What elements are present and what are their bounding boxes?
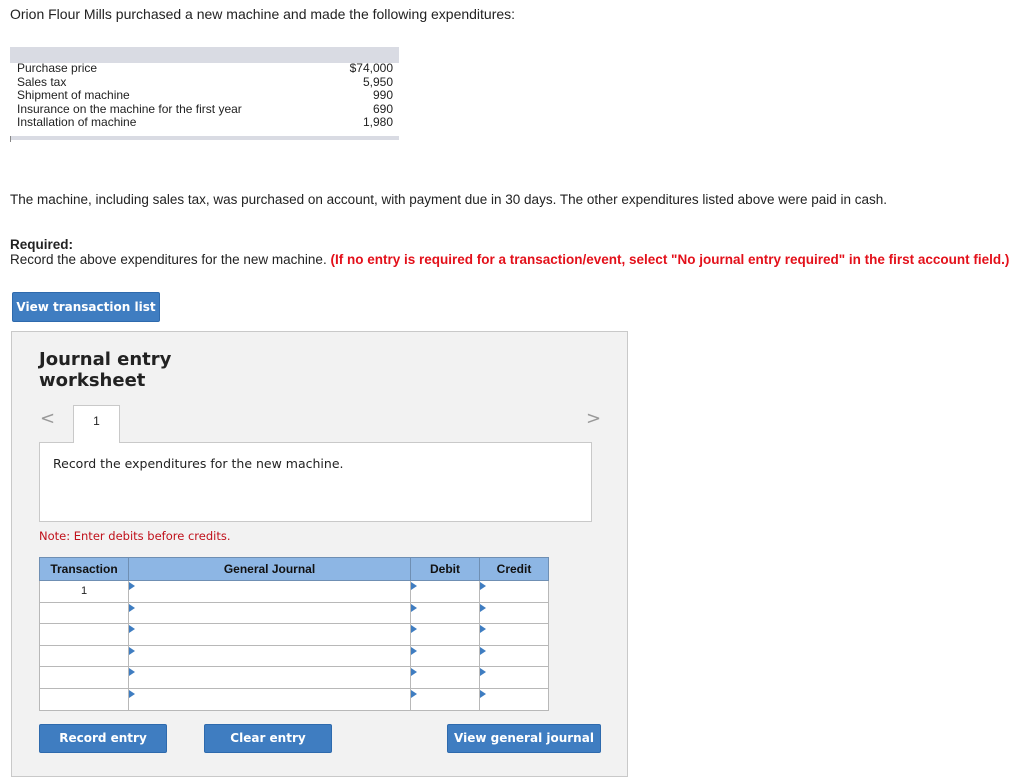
expenditure-label: Shipment of machine	[17, 88, 130, 103]
journal-row	[40, 667, 549, 689]
dropdown-arrow-icon	[480, 647, 486, 655]
general-journal-column-header: General Journal	[129, 558, 411, 581]
journal-row	[40, 602, 549, 624]
dropdown-arrow-icon	[129, 690, 135, 698]
transaction-cell	[40, 645, 129, 667]
account-select[interactable]	[129, 688, 411, 710]
dropdown-arrow-icon	[411, 668, 417, 676]
record-entry-button[interactable]: Record entry	[39, 724, 167, 753]
expenditures-table	[10, 47, 399, 142]
credit-input[interactable]	[480, 688, 549, 710]
dropdown-arrow-icon	[411, 690, 417, 698]
expenditures-table-footer	[10, 136, 399, 140]
required-task: Record the above expenditures for the new machine.	[10, 252, 327, 267]
chevron-right-icon[interactable]: >	[586, 408, 602, 429]
transaction-cell	[40, 667, 129, 689]
dropdown-arrow-icon	[129, 582, 135, 590]
credit-input[interactable]	[480, 645, 549, 667]
dropdown-arrow-icon	[480, 625, 486, 633]
required-text	[10, 252, 1009, 267]
dropdown-arrow-icon	[129, 647, 135, 655]
debit-column-header: Debit	[411, 558, 480, 581]
debit-input[interactable]	[411, 624, 480, 646]
debit-input[interactable]	[411, 645, 480, 667]
required-instruction: (If no entry is required for a transaction/event, select "No journal entry required" in the first account field.)	[330, 252, 1010, 267]
transaction-cell	[40, 602, 129, 624]
worksheet-title	[39, 349, 171, 391]
expenditure-amount: $74,000	[349, 61, 393, 75]
dropdown-arrow-icon	[480, 604, 486, 612]
transaction-column-header: Transaction	[40, 558, 129, 581]
transaction-cell	[40, 624, 129, 646]
expenditure-amount: 990	[372, 88, 393, 103]
account-select[interactable]	[129, 624, 411, 646]
worksheet-title-line1: Journal entry	[39, 349, 172, 370]
journal-row	[40, 688, 549, 710]
clear-entry-button[interactable]: Clear entry	[204, 724, 332, 753]
expenditure-label: Installation of machine	[17, 115, 137, 130]
expenditure-row	[17, 116, 393, 130]
account-select[interactable]	[129, 602, 411, 624]
dropdown-arrow-icon	[480, 668, 486, 676]
expenditure-row	[17, 76, 393, 90]
credit-input[interactable]	[480, 624, 549, 646]
expenditure-label: Insurance on the machine for the first year	[17, 101, 242, 116]
purchase-terms-text: The machine, including sales tax, was purchased on account, with payment due in 30 days. The other expenditures listed above were paid in cash.	[10, 192, 888, 207]
dropdown-arrow-icon	[480, 582, 486, 590]
debit-input[interactable]	[411, 602, 480, 624]
expenditure-amount: 690	[372, 101, 393, 116]
expenditure-row	[17, 89, 393, 103]
debit-input[interactable]	[411, 581, 480, 603]
journal-row	[40, 624, 549, 646]
view-transaction-list-button[interactable]: View transaction list	[12, 292, 160, 322]
journal-row	[40, 581, 549, 603]
journal-entry-table	[39, 557, 549, 711]
credit-input[interactable]	[480, 667, 549, 689]
chevron-left-icon[interactable]: <	[40, 408, 56, 429]
expenditure-amount: 5,950	[362, 74, 393, 89]
expenditure-amount: 1,980	[362, 115, 393, 130]
expenditure-label: Purchase price	[17, 61, 98, 75]
worksheet-instruction: Record the expenditures for the new machine.	[53, 456, 344, 471]
worksheet-title-line2: worksheet	[39, 370, 146, 391]
table-divider	[10, 136, 11, 142]
debit-input[interactable]	[411, 667, 480, 689]
problem-intro: Orion Flour Mills purchased a new machine and made the following expenditures:	[10, 6, 516, 22]
credit-input[interactable]	[480, 581, 549, 603]
dropdown-arrow-icon	[480, 690, 486, 698]
credit-input[interactable]	[480, 602, 549, 624]
dropdown-arrow-icon	[129, 625, 135, 633]
credit-column-header: Credit	[480, 558, 549, 581]
journal-header-row	[40, 558, 549, 581]
debits-credits-note: Note: Enter debits before credits.	[39, 529, 231, 543]
transaction-cell	[40, 688, 129, 710]
dropdown-arrow-icon	[411, 582, 417, 590]
worksheet-tab-1[interactable]: 1	[73, 405, 120, 443]
account-select[interactable]	[129, 645, 411, 667]
account-select[interactable]	[129, 581, 411, 603]
required-heading: Required:	[10, 237, 74, 252]
expenditure-label: Sales tax	[17, 74, 67, 89]
journal-row	[40, 645, 549, 667]
transaction-cell: 1	[40, 581, 129, 603]
worksheet-instruction-box	[39, 442, 592, 522]
view-general-journal-button[interactable]: View general journal	[447, 724, 601, 753]
dropdown-arrow-icon	[411, 647, 417, 655]
dropdown-arrow-icon	[411, 604, 417, 612]
debit-input[interactable]	[411, 688, 480, 710]
dropdown-arrow-icon	[129, 604, 135, 612]
account-select[interactable]	[129, 667, 411, 689]
dropdown-arrow-icon	[129, 668, 135, 676]
dropdown-arrow-icon	[411, 625, 417, 633]
expenditure-row	[17, 62, 393, 76]
expenditure-row	[17, 103, 393, 117]
